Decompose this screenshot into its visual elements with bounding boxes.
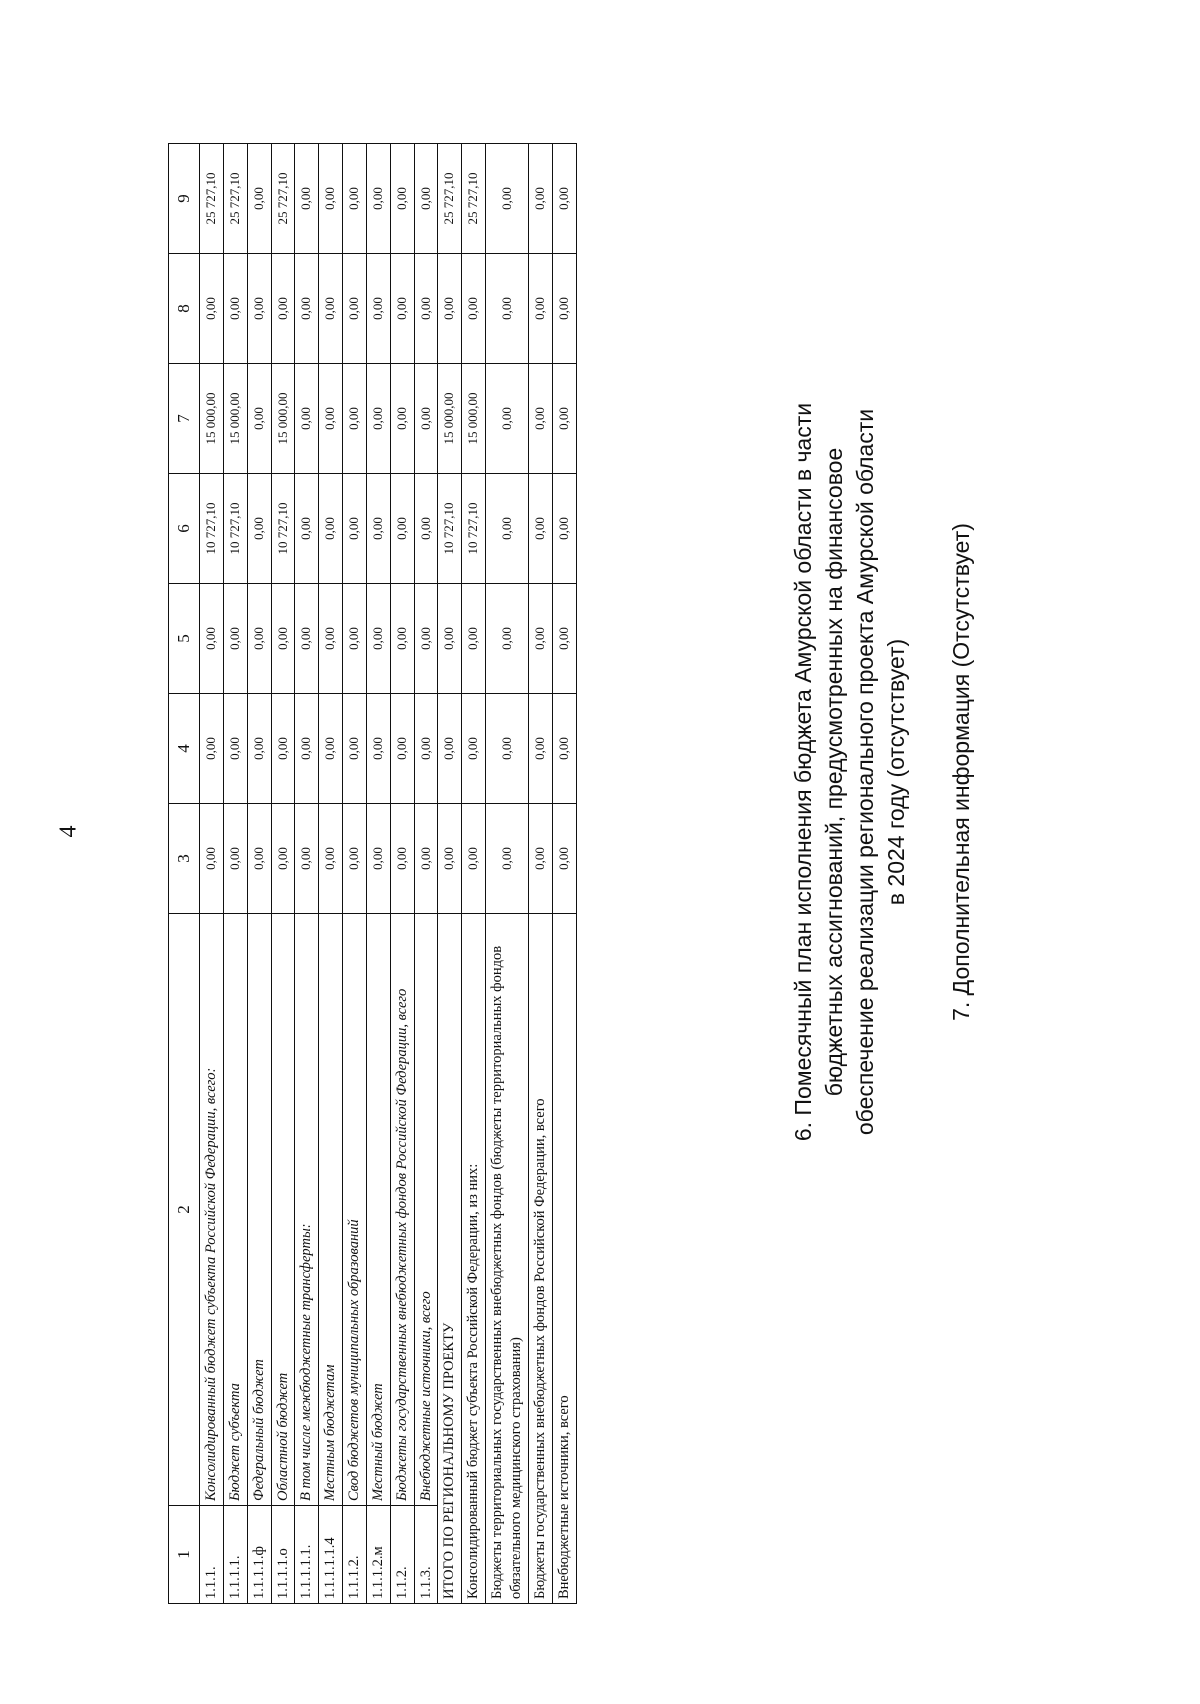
row-value: 0,00 xyxy=(390,584,414,694)
row-code: 1.1.1.2. xyxy=(343,1506,367,1604)
row-value: 0,00 xyxy=(414,254,438,364)
section-6-line-2: бюджетных ассигнований, предусмотренных на финансовое xyxy=(821,447,848,1097)
row-name: Бюджеты государственных внебюджетных фондов Российской Федерации, всего xyxy=(528,914,552,1604)
row-value: 0,00 xyxy=(247,364,271,474)
row-value: 0,00 xyxy=(247,694,271,804)
row-value: 0,00 xyxy=(223,694,247,804)
row-value: 0,00 xyxy=(552,694,576,804)
row-value: 0,00 xyxy=(319,254,343,364)
row-value: 25 727,10 xyxy=(438,144,462,254)
row-value: 0,00 xyxy=(200,254,224,364)
row-value: 10 727,10 xyxy=(200,474,224,584)
row-value: 0,00 xyxy=(223,804,247,914)
row-value: 25 727,10 xyxy=(200,144,224,254)
table-row xyxy=(414,144,438,1604)
table-row xyxy=(295,144,319,1604)
row-name: Областной бюджет xyxy=(271,914,295,1506)
row-code: 1.1.1.1.ф xyxy=(247,1506,271,1604)
row-value: 0,00 xyxy=(552,364,576,474)
row-value: 0,00 xyxy=(295,584,319,694)
column-header: 5 xyxy=(169,584,200,694)
row-value: 0,00 xyxy=(462,254,486,364)
row-name: Консолидированный бюджет субъекта Российской Федерации, всего: xyxy=(200,914,224,1506)
row-value: 0,00 xyxy=(438,254,462,364)
row-value: 0,00 xyxy=(247,804,271,914)
row-value: 0,00 xyxy=(528,144,552,254)
column-header: 9 xyxy=(169,144,200,254)
row-value: 0,00 xyxy=(552,254,576,364)
row-value: 0,00 xyxy=(295,254,319,364)
row-value: 0,00 xyxy=(552,474,576,584)
row-code: 1.1.1.1.о xyxy=(271,1506,295,1604)
table-row xyxy=(343,144,367,1604)
row-value: 10 727,10 xyxy=(462,474,486,584)
row-value: 0,00 xyxy=(486,144,529,254)
row-value: 0,00 xyxy=(247,144,271,254)
section-7-heading: 7. Дополнительная информация (Отсутствует) xyxy=(948,523,974,1021)
row-value: 0,00 xyxy=(343,584,367,694)
row-value: 0,00 xyxy=(223,584,247,694)
row-value: 0,00 xyxy=(438,584,462,694)
table-header-row xyxy=(169,144,200,1604)
table-row xyxy=(366,144,390,1604)
row-code: 1.1.2. xyxy=(390,1506,414,1604)
section-6-line-3: обеспечение реализации регионального проекта Амурской области xyxy=(852,408,879,1136)
row-value: 0,00 xyxy=(462,804,486,914)
row-value: 0,00 xyxy=(247,584,271,694)
row-code: 1.1.1.1. xyxy=(223,1506,247,1604)
row-value: 0,00 xyxy=(295,804,319,914)
row-value: 0,00 xyxy=(366,694,390,804)
row-value: 0,00 xyxy=(390,144,414,254)
row-value: 0,00 xyxy=(343,144,367,254)
row-code: 1.1.1.1.1. xyxy=(295,1506,319,1604)
row-value: 0,00 xyxy=(319,804,343,914)
row-value: 0,00 xyxy=(486,804,529,914)
row-name: Бюджеты территориальных государственных внебюджетных фондов (бюджеты территориальных фондов обязательного медицинского страхования) xyxy=(486,914,529,1604)
row-value: 0,00 xyxy=(200,584,224,694)
row-value: 15 000,00 xyxy=(223,364,247,474)
row-value: 0,00 xyxy=(414,584,438,694)
row-value: 15 000,00 xyxy=(200,364,224,474)
row-value: 0,00 xyxy=(343,474,367,584)
row-value: 25 727,10 xyxy=(271,144,295,254)
row-value: 0,00 xyxy=(462,694,486,804)
row-value: 0,00 xyxy=(343,254,367,364)
column-header: 3 xyxy=(169,804,200,914)
row-value: 0,00 xyxy=(390,694,414,804)
row-code: 1.1.1.2.м xyxy=(366,1506,390,1604)
table-row xyxy=(319,144,343,1604)
row-value: 15 000,00 xyxy=(271,364,295,474)
row-value: 0,00 xyxy=(271,584,295,694)
row-value: 0,00 xyxy=(366,584,390,694)
row-value: 0,00 xyxy=(366,144,390,254)
table-row xyxy=(438,144,462,1604)
table-row xyxy=(552,144,576,1604)
section-6-heading xyxy=(788,272,912,1272)
row-value: 15 000,00 xyxy=(462,364,486,474)
table-row xyxy=(528,144,552,1604)
table-row xyxy=(200,144,224,1604)
row-value: 0,00 xyxy=(486,364,529,474)
row-value: 0,00 xyxy=(247,254,271,364)
column-header: 7 xyxy=(169,364,200,474)
row-value: 0,00 xyxy=(528,804,552,914)
row-value: 0,00 xyxy=(414,474,438,584)
row-value: 0,00 xyxy=(319,584,343,694)
column-header: 1 xyxy=(169,1506,200,1604)
column-header: 8 xyxy=(169,254,200,364)
section-6-line-4: в 2024 году (отсутствует) xyxy=(883,638,910,906)
column-header: 6 xyxy=(169,474,200,584)
row-value: 0,00 xyxy=(271,254,295,364)
row-value: 0,00 xyxy=(486,254,529,364)
row-value: 0,00 xyxy=(343,804,367,914)
row-value: 0,00 xyxy=(528,584,552,694)
row-name: Свод бюджетов муниципальных образований xyxy=(343,914,367,1506)
row-value: 0,00 xyxy=(414,144,438,254)
page-number: 4 xyxy=(55,825,82,838)
row-name: ИТОГО ПО РЕГИОНАЛЬНОМУ ПРОЕКТУ xyxy=(438,914,462,1604)
row-value: 0,00 xyxy=(295,694,319,804)
row-value: 0,00 xyxy=(438,804,462,914)
row-value: 0,00 xyxy=(414,364,438,474)
row-code: 1.1.1.1.1.4 xyxy=(319,1506,343,1604)
row-name: Внебюджетные источники, всего xyxy=(414,914,438,1506)
row-value: 0,00 xyxy=(343,694,367,804)
row-value: 0,00 xyxy=(223,254,247,364)
row-value: 0,00 xyxy=(319,474,343,584)
row-value: 0,00 xyxy=(366,804,390,914)
row-value: 10 727,10 xyxy=(271,474,295,584)
row-value: 0,00 xyxy=(319,364,343,474)
table-body xyxy=(200,144,577,1604)
row-value: 0,00 xyxy=(390,804,414,914)
row-value: 0,00 xyxy=(552,584,576,694)
row-code: 1.1.3. xyxy=(414,1506,438,1604)
row-value: 0,00 xyxy=(414,694,438,804)
row-value: 0,00 xyxy=(552,804,576,914)
row-value: 0,00 xyxy=(390,364,414,474)
row-value: 0,00 xyxy=(462,584,486,694)
row-value: 0,00 xyxy=(271,694,295,804)
row-name: Внебюджетные источники, всего xyxy=(552,914,576,1604)
row-value: 0,00 xyxy=(200,694,224,804)
row-name: Бюджет субъекта xyxy=(223,914,247,1506)
row-value: 0,00 xyxy=(528,254,552,364)
row-value: 0,00 xyxy=(528,474,552,584)
row-value: 0,00 xyxy=(366,474,390,584)
row-name: Федеральный бюджет xyxy=(247,914,271,1506)
row-value: 0,00 xyxy=(247,474,271,584)
row-value: 25 727,10 xyxy=(462,144,486,254)
table-row xyxy=(390,144,414,1604)
row-value: 0,00 xyxy=(200,804,224,914)
row-value: 0,00 xyxy=(295,144,319,254)
row-value: 0,00 xyxy=(343,364,367,474)
table-row xyxy=(486,144,529,1604)
table-row xyxy=(462,144,486,1604)
row-value: 0,00 xyxy=(486,584,529,694)
row-value: 0,00 xyxy=(486,694,529,804)
row-name: В том числе межбюджетные трансферты: xyxy=(295,914,319,1506)
row-value: 0,00 xyxy=(366,254,390,364)
row-value: 10 727,10 xyxy=(438,474,462,584)
landscape-content xyxy=(168,72,1008,1612)
budget-table xyxy=(168,143,577,1604)
row-value: 0,00 xyxy=(528,694,552,804)
row-value: 0,00 xyxy=(366,364,390,474)
column-header: 4 xyxy=(169,694,200,804)
row-value: 0,00 xyxy=(390,474,414,584)
row-code: 1.1.1. xyxy=(200,1506,224,1604)
row-value: 0,00 xyxy=(319,694,343,804)
row-value: 0,00 xyxy=(528,364,552,474)
row-value: 0,00 xyxy=(486,474,529,584)
row-value: 0,00 xyxy=(438,694,462,804)
section-6-line-1: 6. Помесячный план исполнения бюджета Амурской области в части xyxy=(790,402,816,1142)
row-name: Бюджеты государственных внебюджетных фондов Российской Федерации, всего xyxy=(390,914,414,1506)
row-value: 0,00 xyxy=(295,364,319,474)
row-value: 0,00 xyxy=(390,254,414,364)
row-value: 0,00 xyxy=(552,144,576,254)
row-name: Местный бюджет xyxy=(366,914,390,1506)
row-value: 0,00 xyxy=(414,804,438,914)
row-value: 0,00 xyxy=(295,474,319,584)
row-value: 15 000,00 xyxy=(438,364,462,474)
row-name: Местным бюджетам xyxy=(319,914,343,1506)
row-name: Консолидированный бюджет субъекта Российской Федерации, из них: xyxy=(462,914,486,1604)
column-header: 2 xyxy=(169,914,200,1506)
table-row xyxy=(223,144,247,1604)
table-row xyxy=(247,144,271,1604)
row-value: 0,00 xyxy=(271,804,295,914)
row-value: 25 727,10 xyxy=(223,144,247,254)
row-value: 10 727,10 xyxy=(223,474,247,584)
row-value: 0,00 xyxy=(319,144,343,254)
table-row xyxy=(271,144,295,1604)
